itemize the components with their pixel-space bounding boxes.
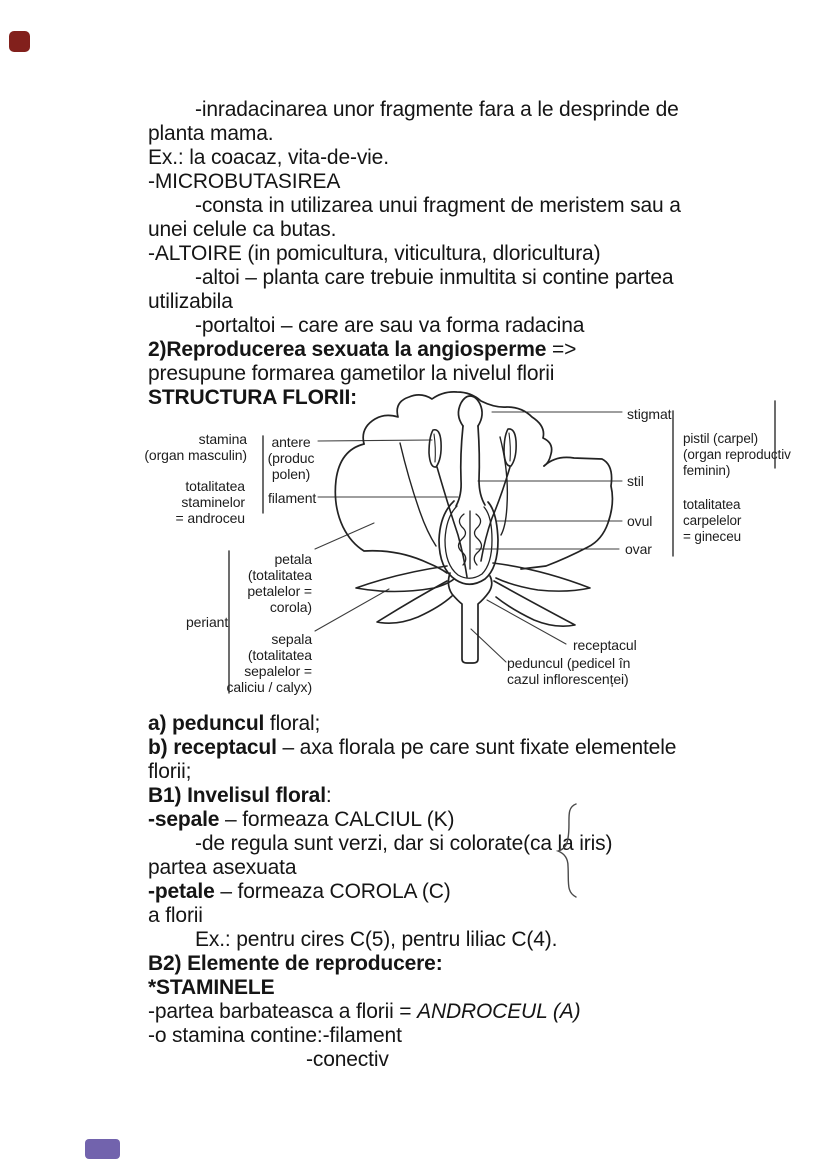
text-line (148, 880, 808, 904)
label-line: corola) (269, 599, 312, 615)
heading-bold: STRUCTURA FLORII: (148, 386, 357, 409)
text-line: -o stamina contine:-filament (148, 1024, 402, 1047)
flower-structure-diagram (0, 390, 828, 720)
pointer-lines (315, 412, 622, 662)
label-line: = androceu (175, 510, 245, 526)
receptacle-stem (448, 573, 491, 663)
text-line: -ALTOIRE (in pomicultura, viticultura, dloricultura) (148, 242, 601, 265)
label-line: sepalelor = (244, 663, 312, 679)
text-line: presupune formarea gametilor la nivelul florii (148, 362, 555, 385)
curly-brace-annotation (548, 800, 588, 900)
text-line: -conectiv (306, 1048, 389, 1071)
text-line: -de regula sunt verzi, dar si colorate(ca la iris) (195, 832, 613, 855)
label-line: (totalitatea (247, 567, 312, 583)
text-line: planta mama. (148, 122, 274, 145)
text-line: -portaltoi – care are sau va forma radacina (195, 314, 585, 337)
heading-bold: *STAMINELE (148, 976, 275, 999)
heading-bold: 2)Reproducerea sexuata la angiosperme (148, 338, 547, 361)
lower-text-block (148, 712, 808, 1072)
term-rest: : (325, 784, 332, 807)
ovules (459, 511, 482, 569)
sepals (356, 563, 590, 626)
text-line: -altoi – planta care trebuie inmultita si contine partea (195, 266, 674, 289)
section-heading (148, 952, 808, 976)
pistil (439, 396, 498, 584)
text-line (148, 736, 808, 760)
label-stigmat: stigmat (627, 406, 672, 422)
section-heading (148, 338, 788, 362)
text-line: unei celule ca butas. (148, 218, 337, 241)
text-line: Ex.: la coacaz, vita-de-vie. (148, 146, 389, 169)
text-line (148, 808, 808, 832)
label-line: (totalitatea (247, 647, 312, 663)
term-bold: B1) Invelisul floral (148, 784, 326, 807)
text-line: -MICROBUTASIREA (148, 170, 341, 193)
text-line: Ex.: pentru cires C(5), pentru liliac C(4). (195, 928, 558, 951)
text-line: a florii (148, 904, 203, 927)
label-line: feminin) (683, 463, 731, 478)
label-line: stamina (198, 431, 247, 447)
text-line: florii; (148, 760, 192, 783)
label-line: peduncul (pedicel în (507, 655, 631, 671)
label-line: antere (271, 434, 311, 450)
red-page-marker (9, 31, 30, 52)
term-bold: -sepale (148, 808, 220, 831)
text-line (148, 712, 808, 736)
label-ovul: ovul (627, 513, 653, 529)
term-rest: – formeaza COROLA (C) (214, 880, 451, 903)
text-line: -inradacinarea unor fragmente fara a le desprinde de (195, 98, 679, 121)
label-line: pistil (carpel) (683, 431, 759, 446)
text-line: utilizabila (148, 290, 233, 313)
label-line: carpelelor (683, 513, 742, 528)
term-rest: -partea barbateasca a florii = (148, 1000, 418, 1023)
term-italic: ANDROCEUL (A) (417, 1000, 581, 1023)
label-line: caliciu / calyx) (226, 679, 312, 695)
text-line (148, 784, 808, 808)
text-line: partea asexuata (148, 856, 297, 879)
petals (335, 392, 612, 573)
label-line: cazul inflorescenței) (507, 671, 629, 687)
term-bold: a) peduncul (148, 712, 265, 735)
label-line: (produc (267, 450, 315, 466)
label-receptacul: receptacul (573, 637, 637, 653)
label-line: petalelor = (247, 583, 312, 599)
term-rest: – formeaza CALCIUL (K) (219, 808, 455, 831)
term-rest: – axa florala pe care sunt fixate elementele (276, 736, 677, 759)
text-line: -consta in utilizarea unui fragment de meristem sau a (195, 194, 681, 217)
heading-bold: B2) Elemente de reproducere: (148, 952, 443, 975)
label-ovar: ovar (625, 541, 652, 557)
label-line: sepala (271, 631, 312, 647)
heading-rest: => (546, 338, 577, 361)
label-stil: stil (627, 473, 644, 489)
label-line: totalitatea (185, 478, 245, 494)
purple-page-marker (85, 1139, 120, 1159)
label-filament: filament (268, 490, 317, 506)
label-line: (organ reproductiv (683, 447, 791, 462)
term-bold: b) receptacul (148, 736, 277, 759)
section-heading (148, 976, 808, 1000)
label-line: (organ masculin) (144, 447, 247, 463)
upper-text-block (148, 98, 788, 410)
term-bold: -petale (148, 880, 215, 903)
label-line: polen) (271, 466, 311, 482)
label-periant: periant (186, 614, 229, 630)
flower-drawing (0, 390, 828, 720)
label-line: = gineceu (683, 529, 742, 544)
text-line (148, 1000, 808, 1024)
label-line: totalitatea (683, 497, 741, 512)
label-line: petala (274, 551, 312, 567)
term-rest: floral; (264, 712, 321, 735)
label-line: staminelor (181, 494, 245, 510)
